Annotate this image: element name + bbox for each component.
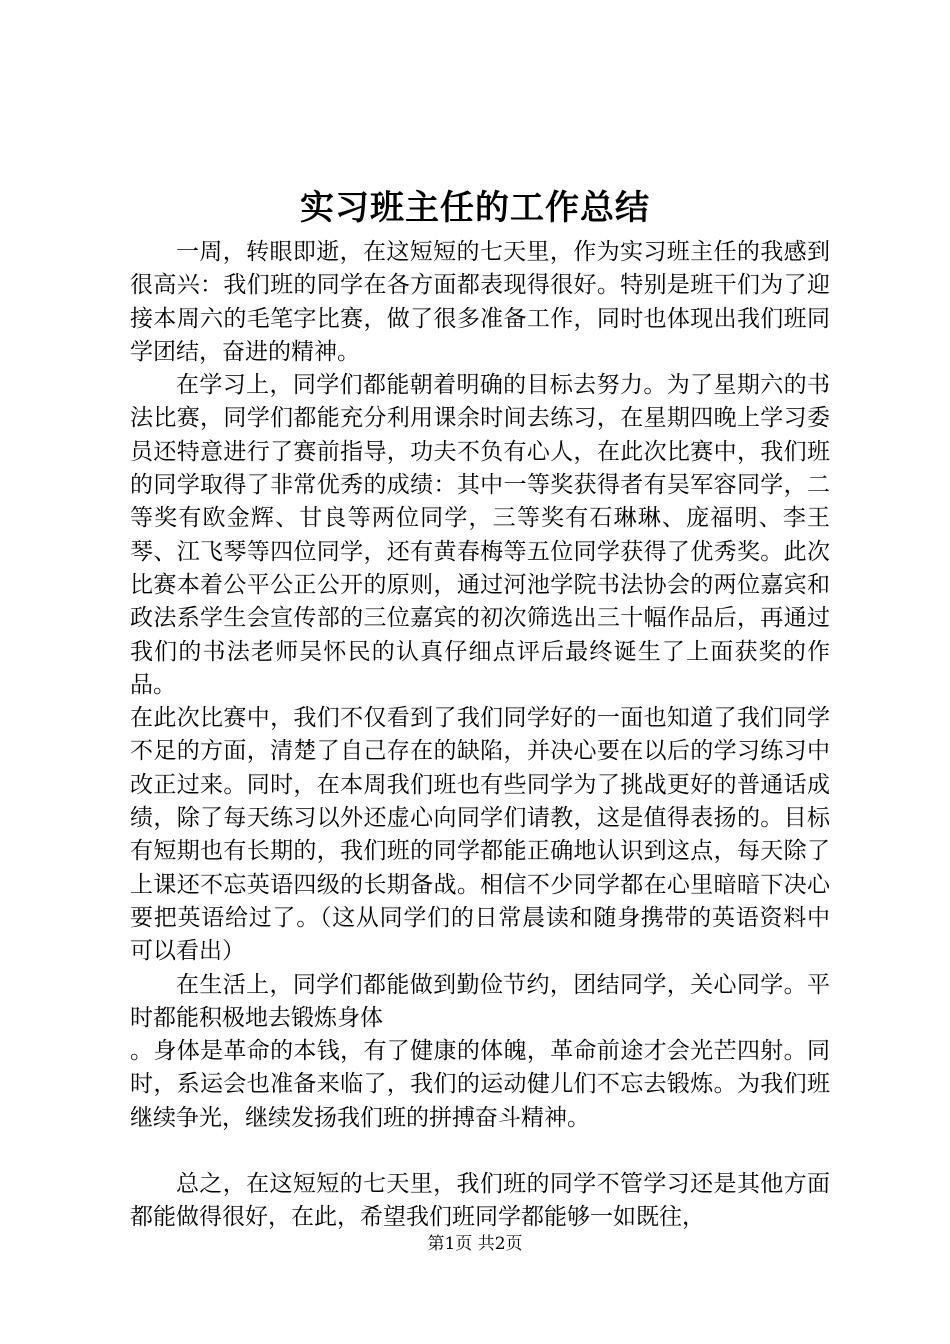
- paragraph: 在此次比赛中，我们不仅看到了我们同学好的一面也知道了我们同学不足的方面，清楚了自己存在的缺陷，并决心要在以后的学习练习中改正过来。同时，在本周我们班也有些同学为了挑战更好的普通话成绩，除了每天练习以外还虚心向同学们请教，这是值得表扬的。目标有短期也有长期的，我们班的同学都能正确地认识到这点，每天除了上课还不忘英语四级的长期备战。相信不少同学都在心里暗暗下决心要把英语给过了。（这从同学们的日常晨读和随身携带的英语资料中可以看出）: [130, 705, 830, 965]
- document-title: 实习班主任的工作总结: [300, 188, 650, 228]
- document-body: [130, 236, 830, 1235]
- page-footer: 第1页 共2页: [427, 1234, 523, 1254]
- paragraph: 在学习上，同学们都能朝着明确的目标去努力。为了星期六的书法比赛，同学们都能充分利用课余时间去练习，在星期四晚上学习委员还特意进行了赛前指导，功夫不负有心人，在此次比赛中，我们班的同学取得了非常优秀的成绩：其中一等奖获得者有吴军容同学，二等奖有欧金辉、甘良等两位同学，三等奖有石琳琳、庞福明、李王琴、江飞琴等四位同学，还有黄春梅等五位同学获得了优秀奖。此次比赛本着公平公正公开的原则，通过河池学院书法协会的两位嘉宾和政法系学生会宣传部的三位嘉宾的初次筛选出三十幅作品后，再通过我们的书法老师吴怀民的认真仔细点评后最终诞生了上面获奖的作品。: [130, 372, 830, 698]
- paragraph: 。身体是革命的本钱，有了健康的体魄，革命前途才会光芒四射。同时，系运会也准备来临了，我们的运动健儿们不忘去锻炼。为我们班继续争光，继续发扬我们班的拼搏奋斗精神。: [130, 1038, 830, 1131]
- paragraph: 总之，在这短短的七天里，我们班的同学不管学习还是其他方面都能做得很好，在此，希望我们班同学都能够一如既往，: [130, 1171, 830, 1231]
- paragraph: 一周，转眼即逝，在这短短的七天里，作为实习班主任的我感到很高兴：我们班的同学在各方面都表现得很好。特别是班干们为了迎接本周六的毛笔字比赛，做了很多准备工作，同时也体现出我们班同学团结，奋进的精神。: [130, 239, 830, 365]
- paragraph: 在生活上，同学们都能做到勤俭节约，团结同学，关心同学。平时都能积极地去锻炼身体: [130, 971, 830, 1031]
